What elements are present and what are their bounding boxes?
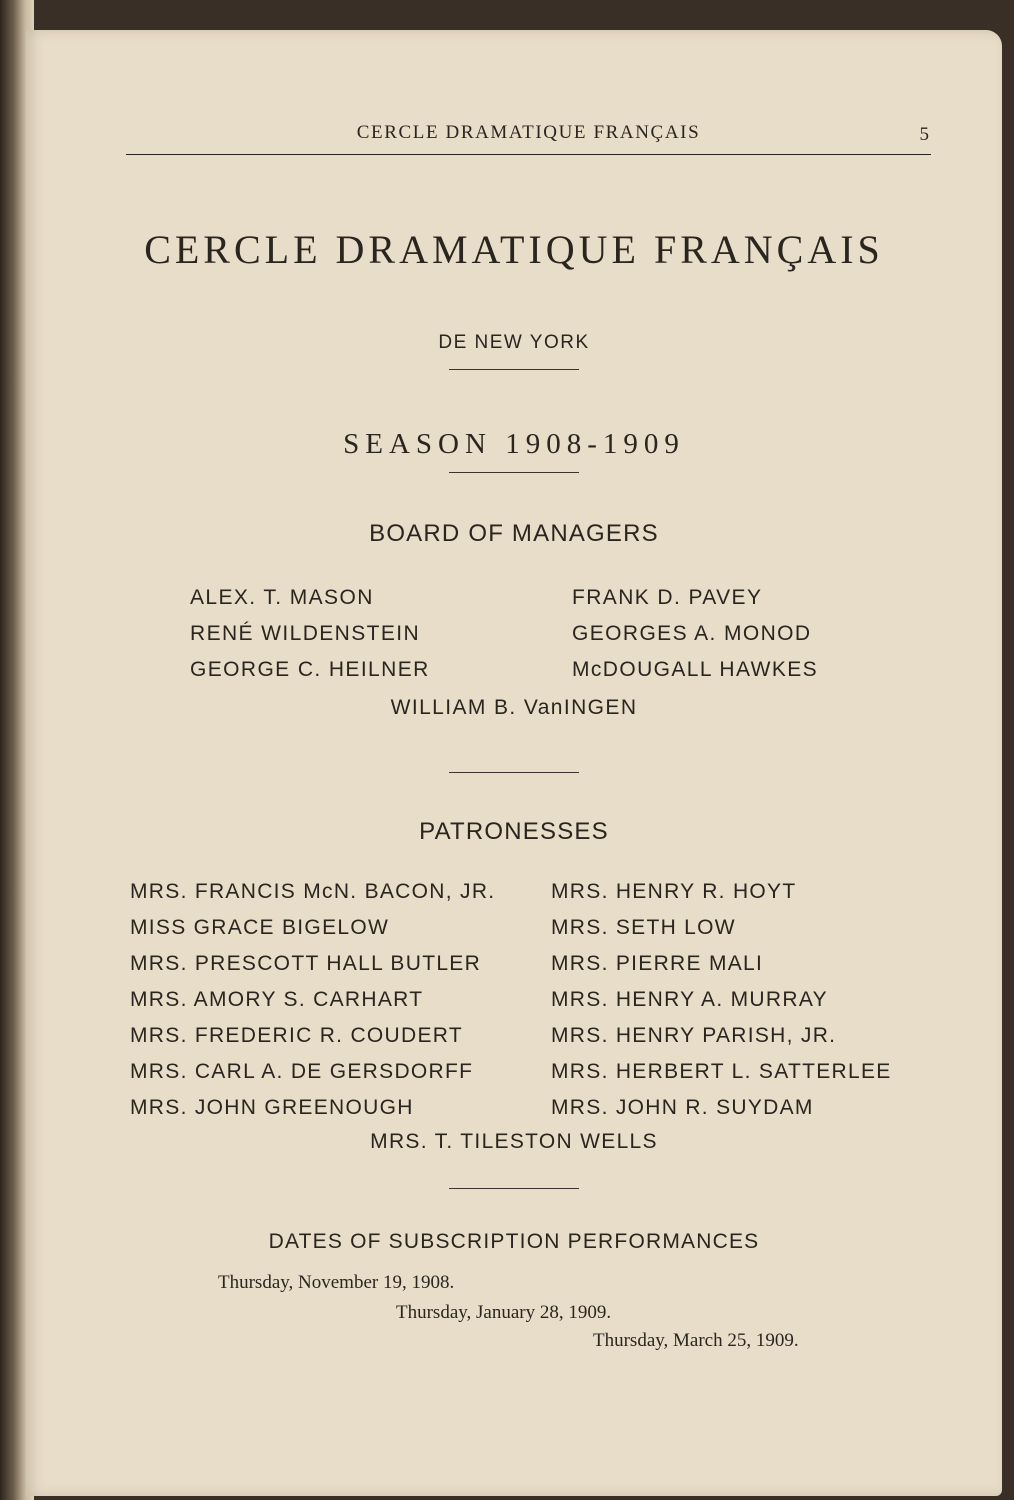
page-number: 5 (919, 124, 929, 145)
board-member: McDOUGALL HAWKES (572, 658, 819, 681)
page-title: CERCLE DRAMATIQUE FRANÇAIS (144, 227, 884, 272)
patroness: MRS. HERBERT L. SATTERLEE (551, 1060, 892, 1083)
board-member: GEORGE C. HEILNER (190, 658, 430, 681)
season-heading: SEASON 1908-1909 (343, 428, 685, 460)
patroness: MRS. HENRY A. MURRAY (551, 988, 828, 1011)
divider-rule (449, 1188, 579, 1189)
subtitle: DE NEW YORK (438, 332, 590, 353)
patroness: MRS. HENRY PARISH, JR. (551, 1024, 837, 1047)
board-heading: BOARD OF MANAGERS (369, 520, 659, 547)
divider-rule (449, 369, 579, 370)
running-head (126, 122, 931, 155)
patroness: MRS. PRESCOTT HALL BUTLER (130, 952, 482, 975)
patroness: MRS. SETH LOW (551, 916, 736, 939)
patroness: MRS. T. TILESTON WELLS (370, 1130, 658, 1153)
patroness: MRS. HENRY R. HOYT (551, 880, 797, 903)
divider-rule (449, 472, 579, 473)
patroness: MRS. FRANCIS McN. BACON, JR. (130, 880, 496, 903)
patroness: MRS. FREDERIC R. COUDERT (130, 1024, 463, 1047)
board-member: WILLIAM B. VanINGEN (390, 696, 638, 719)
patroness: MISS GRACE BIGELOW (130, 916, 390, 939)
patroness: MRS. AMORY S. CARHART (130, 988, 424, 1011)
performance-date: Thursday, March 25, 1909. (593, 1330, 799, 1351)
patroness: MRS. JOHN R. SUYDAM (551, 1096, 814, 1119)
performance-date: Thursday, November 19, 1908. (218, 1272, 455, 1293)
patroness: MRS. CARL A. DE GERSDORFF (130, 1060, 474, 1083)
document-page (26, 30, 1002, 1496)
performances-heading: DATES OF SUBSCRIPTION PERFORMANCES (268, 1230, 760, 1253)
board-member: ALEX. T. MASON (190, 586, 374, 609)
board-member: FRANK D. PAVEY (572, 586, 763, 609)
board-member: GEORGES A. MONOD (572, 622, 812, 645)
running-head-title: CERCLE DRAMATIQUE FRANÇAIS (356, 122, 701, 143)
divider-rule (449, 772, 579, 773)
patronesses-heading: PATRONESSES (419, 818, 609, 845)
patroness: MRS. JOHN GREENOUGH (130, 1096, 414, 1119)
patroness: MRS. PIERRE MALI (551, 952, 764, 975)
board-member: RENÉ WILDENSTEIN (190, 622, 421, 645)
performance-date: Thursday, January 28, 1909. (396, 1302, 612, 1323)
